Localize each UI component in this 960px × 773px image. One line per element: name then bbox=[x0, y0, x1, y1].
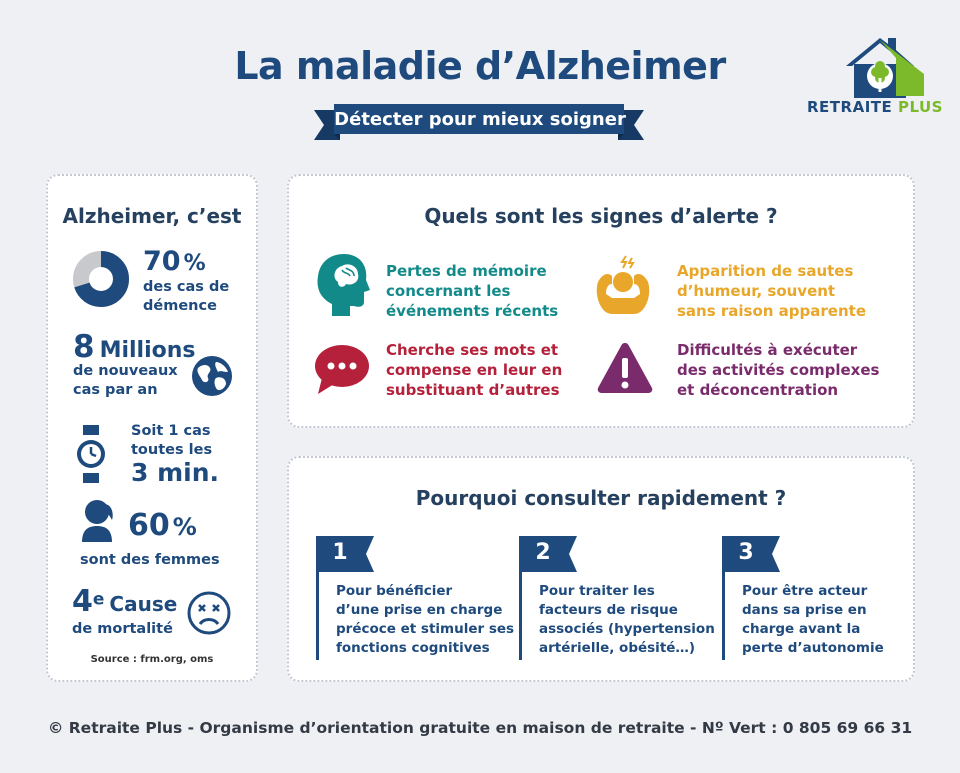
stat-dementia-label bbox=[143, 278, 229, 316]
why-heading: Pourquoi consulter rapidement ? bbox=[415, 486, 787, 510]
subtitle: Détecter pour mieux soigner bbox=[334, 109, 626, 130]
stressed-person-icon bbox=[592, 254, 654, 316]
sign-line: Apparition de sautes bbox=[677, 262, 854, 280]
sign-line: sans raison apparente bbox=[677, 302, 866, 320]
logo-text bbox=[800, 98, 950, 116]
stat-cause-value bbox=[72, 584, 177, 619]
stat-dementia-value bbox=[143, 246, 206, 277]
step-line: Pour traiter les bbox=[539, 583, 655, 599]
sign-line: des activités complexes bbox=[677, 361, 880, 379]
step-line: perte d’autonomie bbox=[742, 640, 884, 656]
stat-frequency-line1: Soit 1 cas bbox=[131, 423, 211, 439]
sign-mood-text bbox=[677, 261, 866, 321]
sign-line: substituant d’autres bbox=[386, 381, 560, 399]
footer-text: © Retraite Plus - Organisme d’orientation gratuite en maison de retraite - Nº Vert : 0 805 69 66 31 bbox=[47, 719, 913, 737]
stat-frequency-value: 3 min. bbox=[131, 458, 220, 487]
step-line: facteurs de risque bbox=[539, 602, 678, 618]
stat-frequency-line2: toutes les bbox=[131, 442, 213, 458]
stat-new-cases-unit: Millions bbox=[99, 338, 196, 363]
stat-new-cases-label bbox=[73, 362, 178, 400]
step-line: précoce et stimuler ses bbox=[336, 621, 515, 637]
stat-new-cases-number: 8 bbox=[73, 329, 95, 365]
stat-cause-label: de mortalité bbox=[72, 621, 173, 637]
sad-face-icon bbox=[186, 590, 232, 636]
step-2-text bbox=[539, 582, 715, 658]
stat-cause-suffix: e bbox=[92, 589, 105, 610]
logo-word-plus: PLUS bbox=[897, 98, 943, 116]
stat-new-cases-line2: cas par an bbox=[73, 382, 158, 398]
step-3-number: 3 bbox=[738, 540, 754, 565]
warning-triangle-icon bbox=[596, 340, 654, 394]
sign-memory-text bbox=[386, 261, 558, 321]
step-2-number: 2 bbox=[535, 540, 551, 565]
stat-dementia-line1: des cas de bbox=[143, 279, 230, 295]
sign-line: Cherche ses mots et bbox=[386, 341, 559, 359]
step-3-text bbox=[742, 582, 884, 658]
sign-line: compense en leur en bbox=[386, 361, 563, 379]
wristwatch-icon bbox=[76, 425, 106, 483]
stat-women-number: 60 bbox=[128, 508, 170, 543]
donut-chart-icon bbox=[72, 250, 130, 308]
sign-line: Pertes de mémoire bbox=[386, 262, 547, 280]
stat-women-label: sont des femmes bbox=[80, 552, 220, 568]
step-1-number: 1 bbox=[332, 540, 348, 565]
step-line: fonctions cognitives bbox=[336, 640, 490, 656]
stat-women-unit: % bbox=[172, 513, 197, 541]
stat-dementia-number: 70 bbox=[143, 246, 181, 277]
sign-words-text bbox=[386, 340, 562, 400]
step-line: charge avant la bbox=[742, 621, 861, 637]
stat-new-cases-value bbox=[73, 329, 196, 365]
step-line: d’une prise en charge bbox=[336, 602, 503, 618]
step-1-text bbox=[336, 582, 514, 658]
step-line: associés (hypertension bbox=[539, 621, 715, 637]
speech-bubble-icon bbox=[314, 344, 370, 396]
source-note: Source : frm.org, oms bbox=[90, 654, 214, 665]
sign-tasks-text bbox=[677, 340, 879, 400]
sign-line: événements récents bbox=[386, 302, 559, 320]
step-line: Pour être acteur bbox=[742, 583, 868, 599]
stat-cause-unit: Cause bbox=[109, 592, 178, 616]
sign-line: concernant les bbox=[386, 282, 511, 300]
stat-dementia-unit: % bbox=[183, 251, 206, 276]
stats-heading: Alzheimer, c’est bbox=[62, 204, 242, 228]
head-memory-icon bbox=[314, 252, 370, 316]
stat-frequency-label bbox=[131, 422, 212, 460]
woman-icon bbox=[80, 498, 118, 542]
page-title: La maladie d’Alzheimer bbox=[234, 44, 726, 88]
logo-word-retraite: RETRAITE bbox=[807, 98, 893, 116]
stat-women-value bbox=[128, 508, 197, 543]
stat-new-cases-line1: de nouveaux bbox=[73, 363, 178, 379]
step-line: Pour bénéficier bbox=[336, 583, 453, 599]
stat-cause-number: 4 bbox=[72, 584, 93, 619]
step-line: dans sa prise en bbox=[742, 602, 867, 618]
sign-line: Difficultés à exécuter bbox=[677, 341, 858, 359]
sign-line: d’humeur, souvent bbox=[677, 282, 836, 300]
globe-icon bbox=[190, 354, 234, 398]
step-line: artérielle, obésité…) bbox=[539, 640, 696, 656]
stat-dementia-line2: démence bbox=[143, 298, 217, 314]
signs-heading: Quels sont les signes d’alerte ? bbox=[424, 204, 778, 228]
sign-line: et déconcentration bbox=[677, 381, 839, 399]
